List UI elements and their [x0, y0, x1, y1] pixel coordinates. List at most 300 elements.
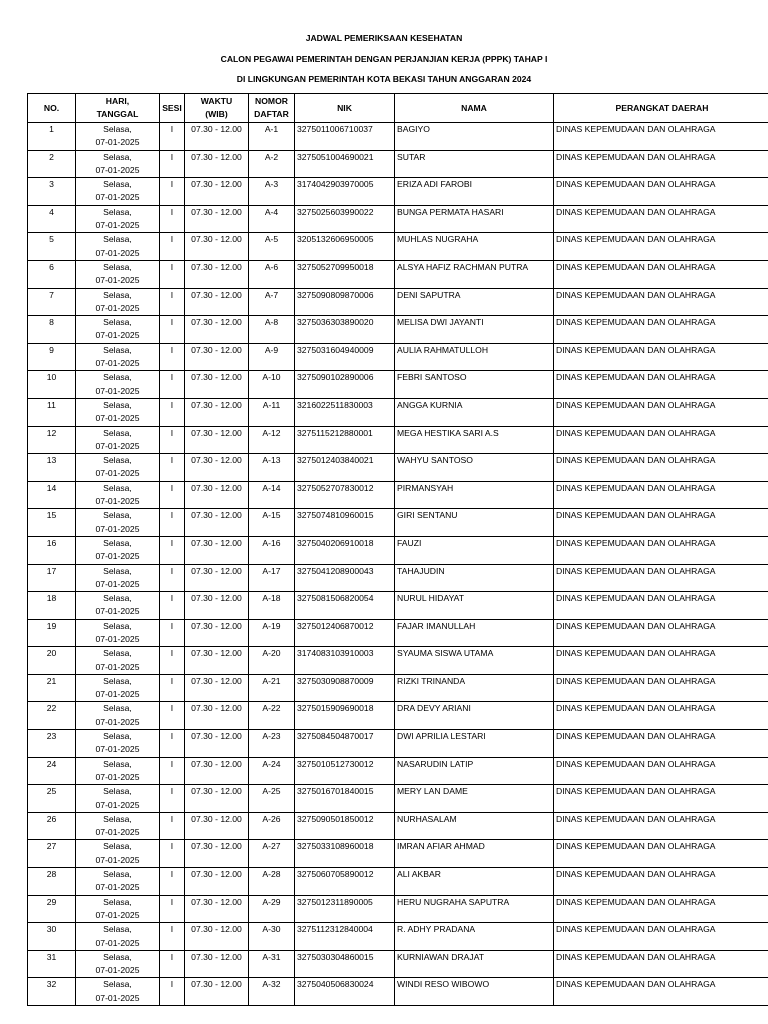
row-perangkat-daerah: DINAS KEPEMUDAAN DAN OLAHRAGA: [554, 123, 768, 151]
row-nama: DRA DEVY ARIANI: [395, 702, 554, 730]
document-title-block: [0, 28, 768, 90]
row-nama: AULIA RAHMATULLOH: [395, 343, 554, 371]
row-hari-tanggal: [76, 647, 160, 675]
row-perangkat-daerah: DINAS KEPEMUDAAN DAN OLAHRAGA: [554, 757, 768, 785]
row-no: 8: [28, 316, 76, 344]
row-hari-tanggal: [76, 398, 160, 426]
row-sesi: I: [160, 785, 185, 813]
row-no: 6: [28, 260, 76, 288]
row-waktu: 07.30 - 12.00: [185, 923, 249, 951]
row-hari: Selasa,: [103, 151, 132, 162]
row-waktu: 07.30 - 12.00: [185, 509, 249, 537]
row-nomor-daftar: A-27: [249, 840, 295, 868]
row-nomor-daftar: A-5: [249, 233, 295, 261]
row-tanggal: 07-01-2025: [95, 330, 140, 341]
row-hari: Selasa,: [103, 565, 132, 576]
row-nomor-daftar: A-11: [249, 398, 295, 426]
row-sesi: I: [160, 454, 185, 482]
row-nama: NURHASALAM: [395, 812, 554, 840]
row-nama: DENI SAPUTRA: [395, 288, 554, 316]
table-row: [28, 647, 768, 675]
row-nomor-daftar: A-28: [249, 868, 295, 896]
row-tanggal: 07-01-2025: [95, 661, 140, 672]
row-perangkat-daerah: DINAS KEPEMUDAAN DAN OLAHRAGA: [554, 178, 768, 206]
row-hari-tanggal: [76, 288, 160, 316]
row-sesi: I: [160, 923, 185, 951]
row-tanggal: 07-01-2025: [95, 965, 140, 976]
row-nama: ALSYA HAFIZ RACHMAN PUTRA: [395, 260, 554, 288]
row-hari: Selasa,: [103, 317, 132, 328]
row-waktu: 07.30 - 12.00: [185, 454, 249, 482]
row-hari: Selasa,: [103, 648, 132, 659]
row-hari-tanggal: [76, 592, 160, 620]
table-row: [28, 398, 768, 426]
row-nomor-daftar: A-21: [249, 674, 295, 702]
row-nik: 3275012311890005: [295, 895, 395, 923]
row-hari-tanggal: [76, 812, 160, 840]
row-sesi: I: [160, 536, 185, 564]
row-hari: Selasa,: [103, 427, 132, 438]
row-nama: R. ADHY PRADANA: [395, 923, 554, 951]
row-perangkat-daerah: DINAS KEPEMUDAAN DAN OLAHRAGA: [554, 840, 768, 868]
row-nik: 3174083103910003: [295, 647, 395, 675]
table-row: [28, 840, 768, 868]
row-nik: 3275033108960018: [295, 840, 395, 868]
row-hari: Selasa,: [103, 703, 132, 714]
table-row: [28, 233, 768, 261]
row-no: 26: [28, 812, 76, 840]
row-nik: 3275090501850012: [295, 812, 395, 840]
table-row: [28, 536, 768, 564]
row-sesi: I: [160, 509, 185, 537]
row-hari: Selasa,: [103, 289, 132, 300]
row-nama: MERY LAN DAME: [395, 785, 554, 813]
table-row: [28, 812, 768, 840]
row-hari: Selasa,: [103, 206, 132, 217]
row-sesi: I: [160, 316, 185, 344]
row-hari-tanggal: [76, 536, 160, 564]
row-waktu: 07.30 - 12.00: [185, 592, 249, 620]
table-row: [28, 509, 768, 537]
row-perangkat-daerah: DINAS KEPEMUDAAN DAN OLAHRAGA: [554, 536, 768, 564]
row-no: 15: [28, 509, 76, 537]
row-nik: 3275030304860015: [295, 950, 395, 978]
row-tanggal: 07-01-2025: [95, 164, 140, 175]
row-sesi: I: [160, 398, 185, 426]
table-row: [28, 150, 768, 178]
row-nama: WAHYU SANTOSO: [395, 454, 554, 482]
row-waktu: 07.30 - 12.00: [185, 674, 249, 702]
row-no: 17: [28, 564, 76, 592]
row-nama: MELISA DWI JAYANTI: [395, 316, 554, 344]
table-row: [28, 205, 768, 233]
col-header-no: NO.: [28, 94, 76, 123]
row-nomor-daftar: A-1: [249, 123, 295, 151]
row-perangkat-daerah: DINAS KEPEMUDAAN DAN OLAHRAGA: [554, 150, 768, 178]
row-hari: Selasa,: [103, 786, 132, 797]
row-waktu: 07.30 - 12.00: [185, 868, 249, 896]
row-perangkat-daerah: DINAS KEPEMUDAAN DAN OLAHRAGA: [554, 343, 768, 371]
row-nama: BAGIYO: [395, 123, 554, 151]
row-no: 20: [28, 647, 76, 675]
row-hari-tanggal: [76, 150, 160, 178]
row-waktu: 07.30 - 12.00: [185, 812, 249, 840]
row-nik: 3275074810960015: [295, 509, 395, 537]
row-perangkat-daerah: DINAS KEPEMUDAAN DAN OLAHRAGA: [554, 426, 768, 454]
row-nik: 3275011006710037: [295, 123, 395, 151]
row-no: 16: [28, 536, 76, 564]
row-nik: 3275025603990022: [295, 205, 395, 233]
row-nomor-daftar: A-4: [249, 205, 295, 233]
row-sesi: I: [160, 812, 185, 840]
row-nik: 3275052709950018: [295, 260, 395, 288]
row-perangkat-daerah: DINAS KEPEMUDAAN DAN OLAHRAGA: [554, 868, 768, 896]
row-no: 28: [28, 868, 76, 896]
row-waktu: 07.30 - 12.00: [185, 316, 249, 344]
col-header-sesi: SESI: [160, 94, 185, 123]
row-waktu: 07.30 - 12.00: [185, 785, 249, 813]
row-waktu: 07.30 - 12.00: [185, 895, 249, 923]
row-tanggal: 07-01-2025: [95, 385, 140, 396]
row-nik: 3275040206910018: [295, 536, 395, 564]
row-tanggal: 07-01-2025: [95, 633, 140, 644]
row-hari-tanggal: [76, 978, 160, 1006]
row-nik: 3275012406870012: [295, 619, 395, 647]
row-nama: PIRMANSYAH: [395, 481, 554, 509]
row-hari: Selasa,: [103, 234, 132, 245]
row-hari: Selasa,: [103, 951, 132, 962]
row-nik: 3275016701840015: [295, 785, 395, 813]
row-sesi: I: [160, 950, 185, 978]
row-perangkat-daerah: DINAS KEPEMUDAAN DAN OLAHRAGA: [554, 316, 768, 344]
row-waktu: 07.30 - 12.00: [185, 426, 249, 454]
table-row: [28, 454, 768, 482]
row-nomor-daftar: A-3: [249, 178, 295, 206]
row-sesi: I: [160, 674, 185, 702]
row-nik: 3275041208900043: [295, 564, 395, 592]
row-nomor-daftar: A-19: [249, 619, 295, 647]
col-header-nomor-line2: DAFTAR: [254, 109, 289, 119]
row-nama: HERU NUGRAHA SAPUTRA: [395, 895, 554, 923]
row-nik: 3275084504870017: [295, 730, 395, 758]
table-row: [28, 260, 768, 288]
row-tanggal: 07-01-2025: [95, 799, 140, 810]
row-nama: MEGA HESTIKA SARI A.S: [395, 426, 554, 454]
row-no: 4: [28, 205, 76, 233]
table-row: [28, 868, 768, 896]
row-waktu: 07.30 - 12.00: [185, 730, 249, 758]
document-subtitle: CALON PEGAWAI PEMERINTAH DENGAN PERJANJIAN KERJA (PPPK) TAHAP I: [220, 53, 548, 64]
table-row: [28, 785, 768, 813]
row-perangkat-daerah: DINAS KEPEMUDAAN DAN OLAHRAGA: [554, 233, 768, 261]
col-header-perangkat: PERANGKAT DAERAH: [554, 94, 768, 123]
row-no: 30: [28, 923, 76, 951]
col-header-hari: [76, 94, 160, 123]
row-nomor-daftar: A-31: [249, 950, 295, 978]
row-no: 27: [28, 840, 76, 868]
row-no: 12: [28, 426, 76, 454]
row-nomor-daftar: A-14: [249, 481, 295, 509]
table-row: [28, 674, 768, 702]
row-sesi: I: [160, 619, 185, 647]
table-row: [28, 619, 768, 647]
row-waktu: 07.30 - 12.00: [185, 398, 249, 426]
row-no: 1: [28, 123, 76, 151]
row-hari-tanggal: [76, 895, 160, 923]
table-header-row: [28, 94, 768, 123]
row-sesi: I: [160, 978, 185, 1006]
row-waktu: 07.30 - 12.00: [185, 178, 249, 206]
row-tanggal: 07-01-2025: [95, 882, 140, 893]
row-nik: 3216022511830003: [295, 398, 395, 426]
row-no: 7: [28, 288, 76, 316]
row-nama: ALI AKBAR: [395, 868, 554, 896]
row-hari: Selasa,: [103, 675, 132, 686]
row-nama: SYAUMA SISWA UTAMA: [395, 647, 554, 675]
row-nik: 3275115212880001: [295, 426, 395, 454]
row-perangkat-daerah: DINAS KEPEMUDAAN DAN OLAHRAGA: [554, 260, 768, 288]
row-no: 21: [28, 674, 76, 702]
table-row: [28, 481, 768, 509]
row-waktu: 07.30 - 12.00: [185, 647, 249, 675]
row-perangkat-daerah: DINAS KEPEMUDAAN DAN OLAHRAGA: [554, 978, 768, 1006]
row-nomor-daftar: A-7: [249, 288, 295, 316]
row-perangkat-daerah: DINAS KEPEMUDAAN DAN OLAHRAGA: [554, 923, 768, 951]
row-nama: NURUL HIDAYAT: [395, 592, 554, 620]
row-waktu: 07.30 - 12.00: [185, 481, 249, 509]
row-waktu: 07.30 - 12.00: [185, 150, 249, 178]
table-row: [28, 757, 768, 785]
table-row: [28, 950, 768, 978]
row-perangkat-daerah: DINAS KEPEMUDAAN DAN OLAHRAGA: [554, 592, 768, 620]
row-tanggal: 07-01-2025: [95, 468, 140, 479]
row-nomor-daftar: A-20: [249, 647, 295, 675]
row-waktu: 07.30 - 12.00: [185, 371, 249, 399]
row-nama: DWI APRILIA LESTARI: [395, 730, 554, 758]
row-waktu: 07.30 - 12.00: [185, 536, 249, 564]
col-header-hari-line1: HARI,: [105, 96, 130, 106]
row-waktu: 07.30 - 12.00: [185, 950, 249, 978]
row-no: 23: [28, 730, 76, 758]
row-hari-tanggal: [76, 454, 160, 482]
row-sesi: I: [160, 592, 185, 620]
row-nik: 3205132606950005: [295, 233, 395, 261]
row-perangkat-daerah: DINAS KEPEMUDAAN DAN OLAHRAGA: [554, 564, 768, 592]
row-no: 22: [28, 702, 76, 730]
row-hari: Selasa,: [103, 869, 132, 880]
row-nik: 3275060705890012: [295, 868, 395, 896]
row-hari-tanggal: [76, 233, 160, 261]
row-waktu: 07.30 - 12.00: [185, 233, 249, 261]
row-no: 11: [28, 398, 76, 426]
row-no: 29: [28, 895, 76, 923]
row-hari-tanggal: [76, 260, 160, 288]
row-perangkat-daerah: DINAS KEPEMUDAAN DAN OLAHRAGA: [554, 674, 768, 702]
row-tanggal: 07-01-2025: [95, 247, 140, 258]
row-no: 19: [28, 619, 76, 647]
row-hari-tanggal: [76, 868, 160, 896]
row-tanggal: 07-01-2025: [95, 606, 140, 617]
row-hari: Selasa,: [103, 261, 132, 272]
row-perangkat-daerah: DINAS KEPEMUDAAN DAN OLAHRAGA: [554, 730, 768, 758]
row-hari: Selasa,: [103, 510, 132, 521]
row-no: 10: [28, 371, 76, 399]
row-nama: WINDI RESO WIBOWO: [395, 978, 554, 1006]
row-sesi: I: [160, 647, 185, 675]
row-tanggal: 07-01-2025: [95, 827, 140, 838]
row-hari-tanggal: [76, 564, 160, 592]
row-nomor-daftar: A-12: [249, 426, 295, 454]
row-tanggal: 07-01-2025: [95, 551, 140, 562]
row-sesi: I: [160, 868, 185, 896]
row-hari: Selasa,: [103, 399, 132, 410]
row-tanggal: 07-01-2025: [95, 716, 140, 727]
row-hari: Selasa,: [103, 841, 132, 852]
row-no: 5: [28, 233, 76, 261]
table-row: [28, 178, 768, 206]
row-tanggal: 07-01-2025: [95, 440, 140, 451]
table-row: [28, 978, 768, 1006]
row-perangkat-daerah: DINAS KEPEMUDAAN DAN OLAHRAGA: [554, 205, 768, 233]
row-no: 9: [28, 343, 76, 371]
row-perangkat-daerah: DINAS KEPEMUDAAN DAN OLAHRAGA: [554, 454, 768, 482]
row-hari-tanggal: [76, 371, 160, 399]
row-tanggal: 07-01-2025: [95, 302, 140, 313]
row-nomor-daftar: A-26: [249, 812, 295, 840]
row-hari: Selasa,: [103, 372, 132, 383]
row-sesi: I: [160, 343, 185, 371]
row-tanggal: 07-01-2025: [95, 220, 140, 231]
row-tanggal: 07-01-2025: [95, 854, 140, 865]
row-tanggal: 07-01-2025: [95, 909, 140, 920]
row-nik: 3275040506830024: [295, 978, 395, 1006]
row-waktu: 07.30 - 12.00: [185, 260, 249, 288]
row-nama: FEBRI SANTOSO: [395, 371, 554, 399]
row-hari-tanggal: [76, 702, 160, 730]
row-hari-tanggal: [76, 509, 160, 537]
row-hari: Selasa,: [103, 179, 132, 190]
row-nomor-daftar: A-29: [249, 895, 295, 923]
table-row: [28, 288, 768, 316]
row-tanggal: 07-01-2025: [95, 275, 140, 286]
row-perangkat-daerah: DINAS KEPEMUDAAN DAN OLAHRAGA: [554, 702, 768, 730]
row-nomor-daftar: A-30: [249, 923, 295, 951]
row-perangkat-daerah: DINAS KEPEMUDAAN DAN OLAHRAGA: [554, 398, 768, 426]
row-perangkat-daerah: DINAS KEPEMUDAAN DAN OLAHRAGA: [554, 647, 768, 675]
row-nik: 3275081506820054: [295, 592, 395, 620]
row-sesi: I: [160, 730, 185, 758]
row-no: 3: [28, 178, 76, 206]
row-nik: 3275036303890020: [295, 316, 395, 344]
row-nomor-daftar: A-2: [249, 150, 295, 178]
row-nama: FAJAR IMANULLAH: [395, 619, 554, 647]
row-nama: MUHLAS NUGRAHA: [395, 233, 554, 261]
row-nomor-daftar: A-13: [249, 454, 295, 482]
row-waktu: 07.30 - 12.00: [185, 619, 249, 647]
row-nomor-daftar: A-17: [249, 564, 295, 592]
row-nama: BUNGA PERMATA HASARI: [395, 205, 554, 233]
row-sesi: I: [160, 371, 185, 399]
row-no: 2: [28, 150, 76, 178]
row-nomor-daftar: A-23: [249, 730, 295, 758]
row-nama: GIRI SENTANU: [395, 509, 554, 537]
row-hari: Selasa,: [103, 344, 132, 355]
row-waktu: 07.30 - 12.00: [185, 840, 249, 868]
row-nama: SUTAR: [395, 150, 554, 178]
row-hari: Selasa,: [103, 593, 132, 604]
row-hari: Selasa,: [103, 455, 132, 466]
row-nama: FAUZI: [395, 536, 554, 564]
row-hari: Selasa,: [103, 537, 132, 548]
row-nama: KURNIAWAN DRAJAT: [395, 950, 554, 978]
row-waktu: 07.30 - 12.00: [185, 288, 249, 316]
row-perangkat-daerah: DINAS KEPEMUDAAN DAN OLAHRAGA: [554, 371, 768, 399]
row-sesi: I: [160, 205, 185, 233]
row-hari-tanggal: [76, 619, 160, 647]
row-nik: 3275010512730012: [295, 757, 395, 785]
table-row: [28, 343, 768, 371]
row-nik: 3275112312840004: [295, 923, 395, 951]
row-nomor-daftar: A-25: [249, 785, 295, 813]
row-nik: 3275051004690021: [295, 150, 395, 178]
col-header-nama: NAMA: [395, 94, 554, 123]
row-sesi: I: [160, 150, 185, 178]
table-row: [28, 371, 768, 399]
row-nik: 3275090809870006: [295, 288, 395, 316]
row-hari: Selasa,: [103, 758, 132, 769]
col-header-waktu-line2: (WIB): [205, 109, 228, 119]
col-header-nomor: [249, 94, 295, 123]
row-no: 18: [28, 592, 76, 620]
table-row: [28, 123, 768, 151]
table-row: [28, 895, 768, 923]
row-waktu: 07.30 - 12.00: [185, 702, 249, 730]
row-sesi: I: [160, 178, 185, 206]
row-hari-tanggal: [76, 123, 160, 151]
table-row: [28, 426, 768, 454]
row-hari: Selasa,: [103, 482, 132, 493]
row-nomor-daftar: A-22: [249, 702, 295, 730]
row-perangkat-daerah: DINAS KEPEMUDAAN DAN OLAHRAGA: [554, 619, 768, 647]
row-nomor-daftar: A-15: [249, 509, 295, 537]
row-waktu: 07.30 - 12.00: [185, 343, 249, 371]
col-header-waktu: [185, 94, 249, 123]
row-hari-tanggal: [76, 481, 160, 509]
row-hari-tanggal: [76, 785, 160, 813]
row-nomor-daftar: A-18: [249, 592, 295, 620]
row-nik: 3275052707830012: [295, 481, 395, 509]
row-sesi: I: [160, 123, 185, 151]
row-sesi: I: [160, 481, 185, 509]
row-tanggal: 07-01-2025: [95, 358, 140, 369]
row-sesi: I: [160, 260, 185, 288]
row-perangkat-daerah: DINAS KEPEMUDAAN DAN OLAHRAGA: [554, 950, 768, 978]
row-hari-tanggal: [76, 178, 160, 206]
document-subtitle-2: DI LINGKUNGAN PEMERINTAH KOTA BEKASI TAHUN ANGGARAN 2024: [236, 74, 532, 84]
table-row: [28, 923, 768, 951]
row-tanggal: 07-01-2025: [95, 992, 140, 1003]
row-tanggal: 07-01-2025: [95, 937, 140, 948]
row-nama: TAHAJUDIN: [395, 564, 554, 592]
row-tanggal: 07-01-2025: [95, 413, 140, 424]
row-nama: RIZKI TRINANDA: [395, 674, 554, 702]
row-hari-tanggal: [76, 674, 160, 702]
col-header-nomor-line1: NOMOR: [255, 96, 288, 106]
row-no: 14: [28, 481, 76, 509]
row-hari-tanggal: [76, 757, 160, 785]
row-sesi: I: [160, 702, 185, 730]
col-header-waktu-line1: WAKTU: [200, 96, 233, 106]
